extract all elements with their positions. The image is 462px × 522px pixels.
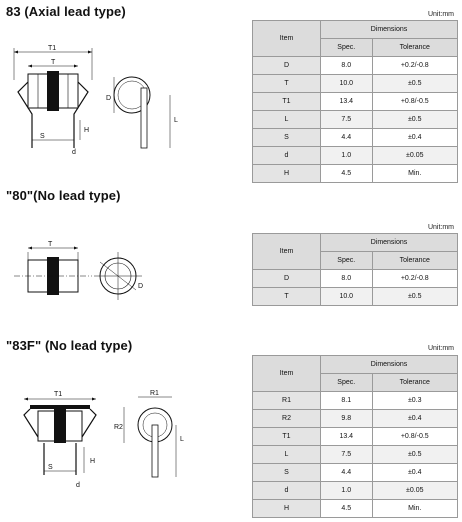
- spec-cell: 7.5: [321, 111, 373, 129]
- t1-label: T1: [54, 391, 63, 398]
- table-row: [253, 129, 458, 147]
- section-title-83-axial: 83 (Axial lead type): [6, 4, 126, 19]
- spec-cell: 13.4: [321, 93, 373, 111]
- dimensions-header: Dimensions: [321, 234, 458, 252]
- h-label: H: [90, 458, 96, 465]
- tolerance-cell: ±0.05: [372, 482, 457, 500]
- spec-cell: 1.0: [321, 147, 373, 165]
- l-label: L: [180, 436, 184, 443]
- spec-cell: 4.5: [321, 500, 373, 518]
- item-cell: D: [253, 270, 321, 288]
- tolerance-header: Tolerance: [372, 252, 457, 270]
- tolerance-cell: Min.: [372, 500, 457, 518]
- tolerance-cell: ±0.5: [372, 75, 457, 93]
- table-row: [253, 446, 458, 464]
- table-row: [253, 500, 458, 518]
- tolerance-cell: ±0.5: [372, 288, 457, 306]
- item-header: Item: [253, 21, 321, 57]
- s-label: S: [40, 133, 45, 140]
- tolerance-cell: +0.8/-0.5: [372, 93, 457, 111]
- section-title-80: "80"(No lead type): [6, 188, 121, 203]
- item-cell: R1: [253, 392, 321, 410]
- table-row: [253, 392, 458, 410]
- item-cell: H: [253, 165, 321, 183]
- spec-cell: 8.0: [321, 57, 373, 75]
- spec-cell: 10.0: [321, 288, 373, 306]
- tolerance-cell: Min.: [372, 165, 457, 183]
- item-cell: L: [253, 446, 321, 464]
- t-label: T: [48, 241, 53, 248]
- h-label: H: [84, 127, 90, 134]
- spec-table-83f: [252, 355, 458, 518]
- table-row: [253, 410, 458, 428]
- table-row: [253, 75, 458, 93]
- d-diameter-label: D: [106, 95, 112, 102]
- table-row: [253, 428, 458, 446]
- no-lead-80-drawing: [0, 232, 200, 312]
- tolerance-header: Tolerance: [372, 39, 457, 57]
- item-cell: T: [253, 288, 321, 306]
- spec-cell: 1.0: [321, 482, 373, 500]
- table-row: [253, 147, 458, 165]
- spec-cell: 8.1: [321, 392, 373, 410]
- tolerance-cell: ±0.3: [372, 392, 457, 410]
- table-row: [253, 482, 458, 500]
- item-cell: S: [253, 129, 321, 147]
- spec-cell: 9.8: [321, 410, 373, 428]
- dimensions-header: Dimensions: [321, 356, 458, 374]
- table-row: [253, 93, 458, 111]
- spec-cell: 4.4: [321, 129, 373, 147]
- item-cell: d: [253, 147, 321, 165]
- section-title-83f: "83F" (No lead type): [6, 338, 133, 353]
- no-lead-83f-drawing: [0, 385, 200, 505]
- spec-header: Spec.: [321, 374, 373, 392]
- axial-lead-drawing: [0, 40, 200, 160]
- tolerance-cell: +0.8/-0.5: [372, 428, 457, 446]
- item-cell: d: [253, 482, 321, 500]
- d-lead-label: d: [72, 149, 76, 156]
- t-label: T: [51, 59, 56, 66]
- table-row: [253, 111, 458, 129]
- tolerance-cell: ±0.5: [372, 446, 457, 464]
- item-header: Item: [253, 356, 321, 392]
- tolerance-cell: ±0.05: [372, 147, 457, 165]
- table-row: [253, 270, 458, 288]
- s-label: S: [48, 464, 53, 471]
- l-label: L: [174, 117, 178, 124]
- item-cell: R2: [253, 410, 321, 428]
- d-lead-label: d: [76, 482, 80, 489]
- tolerance-cell: +0.2/-0.8: [372, 57, 457, 75]
- r1-label: R1: [150, 390, 159, 397]
- spec-cell: 4.5: [321, 165, 373, 183]
- tolerance-cell: ±0.5: [372, 111, 457, 129]
- table-row: [253, 165, 458, 183]
- tolerance-header: Tolerance: [372, 374, 457, 392]
- item-cell: S: [253, 464, 321, 482]
- item-cell: H: [253, 500, 321, 518]
- spec-cell: 8.0: [321, 270, 373, 288]
- tolerance-cell: +0.2/-0.8: [372, 270, 457, 288]
- item-cell: L: [253, 111, 321, 129]
- spec-cell: 4.4: [321, 464, 373, 482]
- unit-label: Unit:mm: [427, 345, 454, 352]
- spec-header: Spec.: [321, 252, 373, 270]
- dimensions-header: Dimensions: [321, 21, 458, 39]
- table-row: [253, 464, 458, 482]
- unit-label: Unit:mm: [427, 224, 454, 231]
- table-row: [253, 57, 458, 75]
- item-header: Item: [253, 234, 321, 270]
- spec-cell: 10.0: [321, 75, 373, 93]
- t1-label: T1: [48, 45, 57, 52]
- item-cell: T1: [253, 428, 321, 446]
- unit-label: Unit:mm: [427, 11, 454, 18]
- table-row: [253, 288, 458, 306]
- spec-cell: 7.5: [321, 446, 373, 464]
- d-diameter-label: D: [138, 283, 144, 290]
- tolerance-cell: ±0.4: [372, 410, 457, 428]
- item-cell: T: [253, 75, 321, 93]
- tolerance-cell: ±0.4: [372, 129, 457, 147]
- spec-table-80: [252, 233, 458, 306]
- item-cell: D: [253, 57, 321, 75]
- r2-label: R2: [114, 424, 123, 431]
- spec-header: Spec.: [321, 39, 373, 57]
- spec-cell: 13.4: [321, 428, 373, 446]
- tolerance-cell: ±0.4: [372, 464, 457, 482]
- item-cell: T1: [253, 93, 321, 111]
- spec-table-83-axial: [252, 20, 458, 183]
